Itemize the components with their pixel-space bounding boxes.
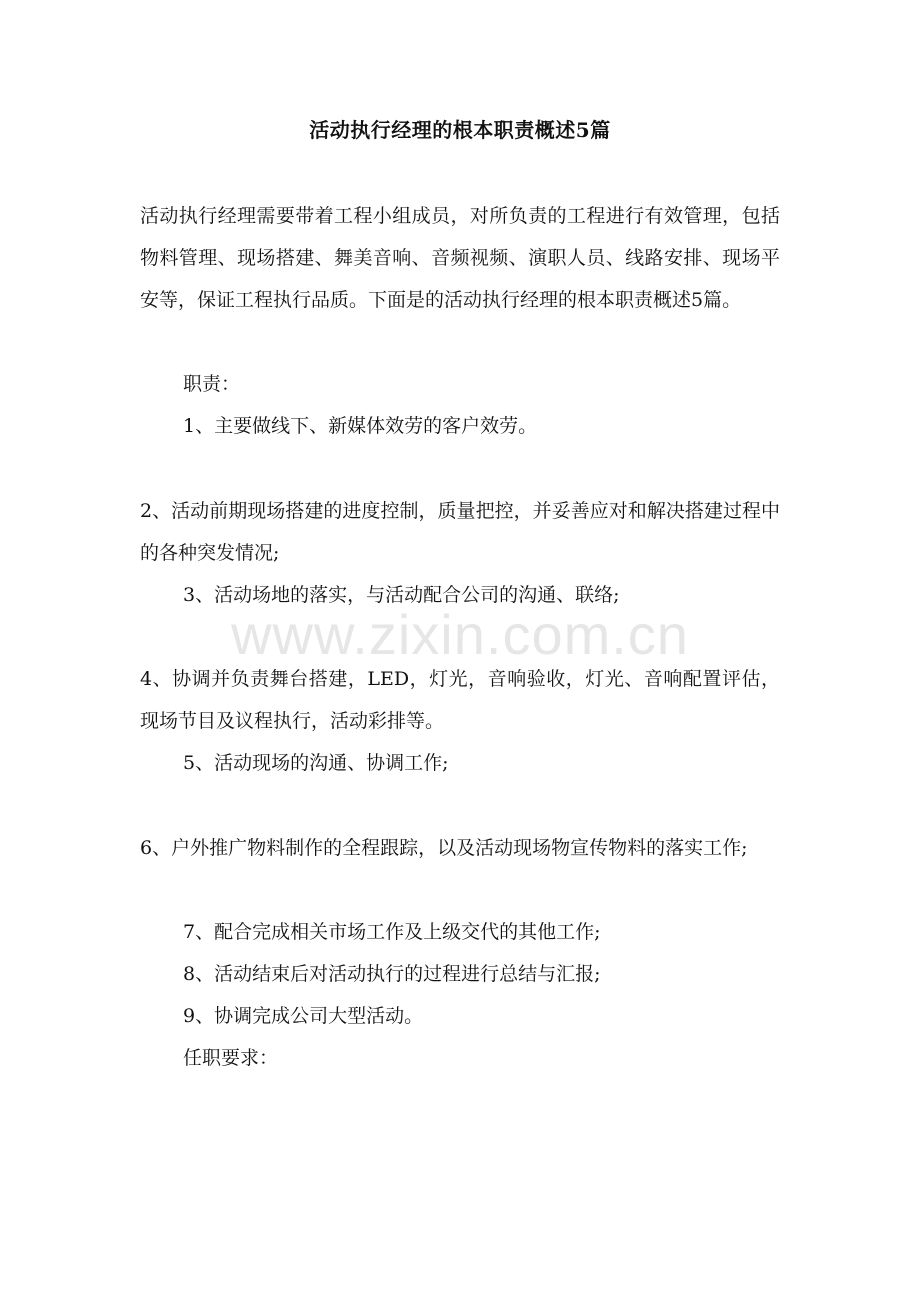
intro-paragraph: 活动执行经理需要带着工程小组成员，对所负责的工程进行有效管理，包括物料管理、现场搭建、舞美音响、音频视频、演职人员、线路安排、现场平安等，保证工程执行品质。下面是的活动执行经理的根本职责概述5篇。 [140,205,780,311]
duty-item-2: 2、活动前期现场搭建的进度控制，质量把控，并妥善应对和解决搭建过程中的各种突发情况; [140,500,780,564]
duty-item-5: 5、活动现场的沟通、协调工作; [183,752,449,774]
duties-heading: 职责： [183,373,241,395]
duty-item-7: 7、配合完成相关市场工作及上级交代的其他工作; [183,921,601,943]
duty-item-9: 9、协调完成公司大型活动。 [183,1005,424,1027]
duty-item-6: 6、户外推广物料制作的全程跟踪，以及活动现场物宣传物料的落实工作; [140,837,748,859]
requirements-heading: 任职要求： [183,1047,279,1069]
duty-item-1: 1、主要做线下、新媒体效劳的客户效劳。 [183,415,538,437]
document-title: 活动执行经理的根本职责概述5篇 [309,118,611,142]
duty-item-8: 8、活动结束后对活动执行的过程进行总结与汇报; [183,963,601,985]
watermark-text: www.zixin.com.cn [231,603,689,666]
duty-item-3: 3、活动场地的落实，与活动配合公司的沟通、联络; [183,584,620,606]
duty-item-4: 4、协调并负责舞台搭建，LED，灯光，音响验收，灯光、音响配置评估，现场节目及议程执行，活动彩排等。 [140,668,780,732]
